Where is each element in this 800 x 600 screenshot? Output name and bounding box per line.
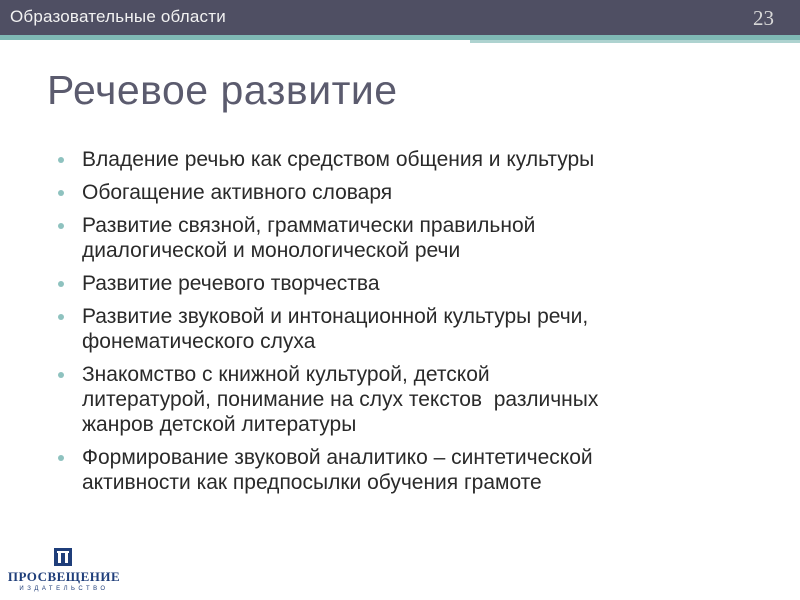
bullet-dot xyxy=(58,455,64,461)
bullet-dot xyxy=(58,223,64,229)
slide-title: Речевое развитие xyxy=(47,67,398,113)
bullet-text-line: литературой, понимание на слух текстов различных xyxy=(82,388,599,411)
page-number: 23 xyxy=(753,6,774,30)
bullet-item xyxy=(58,180,778,205)
bullet-item xyxy=(58,213,778,263)
bullet-item xyxy=(58,304,778,354)
section-title: Образовательные области xyxy=(10,7,226,26)
bullet-text-line: Знакомство с книжной культурой, детской xyxy=(82,363,490,386)
bullet-text-line: диалогической и монологической речи xyxy=(82,239,461,262)
bullet-text-line: Формирование звуковой аналитико – синтетической xyxy=(82,446,593,469)
logo-name: ПРОСВЕЩЕНИЕ xyxy=(7,569,121,584)
bullet-dot xyxy=(58,314,64,320)
bullet-text-line: фонематического слуха xyxy=(82,330,316,353)
bullet-item xyxy=(58,271,778,296)
bullet-item xyxy=(58,362,778,437)
bullet-text-line: Развитие связной, грамматически правильной xyxy=(82,214,536,237)
bullet-text-line: активности как предпосылки обучения грамоте xyxy=(82,471,542,494)
book-column-icon xyxy=(52,546,74,568)
bullet-text-line: Обогащение активного словаря xyxy=(82,181,393,204)
bullet-text-line: Развитие речевого творчества xyxy=(82,272,380,295)
bullet-text-line: жанров детской литературы xyxy=(82,413,357,436)
logo-subtitle: ИЗДАТЕЛЬСТВО xyxy=(19,586,109,592)
bullet-dot xyxy=(58,190,64,196)
bullet-list xyxy=(58,147,778,503)
bullet-dot xyxy=(58,281,64,287)
bullet-item xyxy=(58,445,778,495)
publisher-logo xyxy=(4,546,124,596)
bullet-dot xyxy=(58,372,64,378)
bullet-text-line: Развитие звуковой и интонационной культуры речи, xyxy=(82,305,589,328)
bullet-item xyxy=(58,147,778,172)
accent-line xyxy=(470,40,800,43)
header-bar xyxy=(0,0,800,35)
bullet-text-line: Владение речью как средством общения и культуры xyxy=(82,148,595,171)
bullet-dot xyxy=(58,157,64,163)
